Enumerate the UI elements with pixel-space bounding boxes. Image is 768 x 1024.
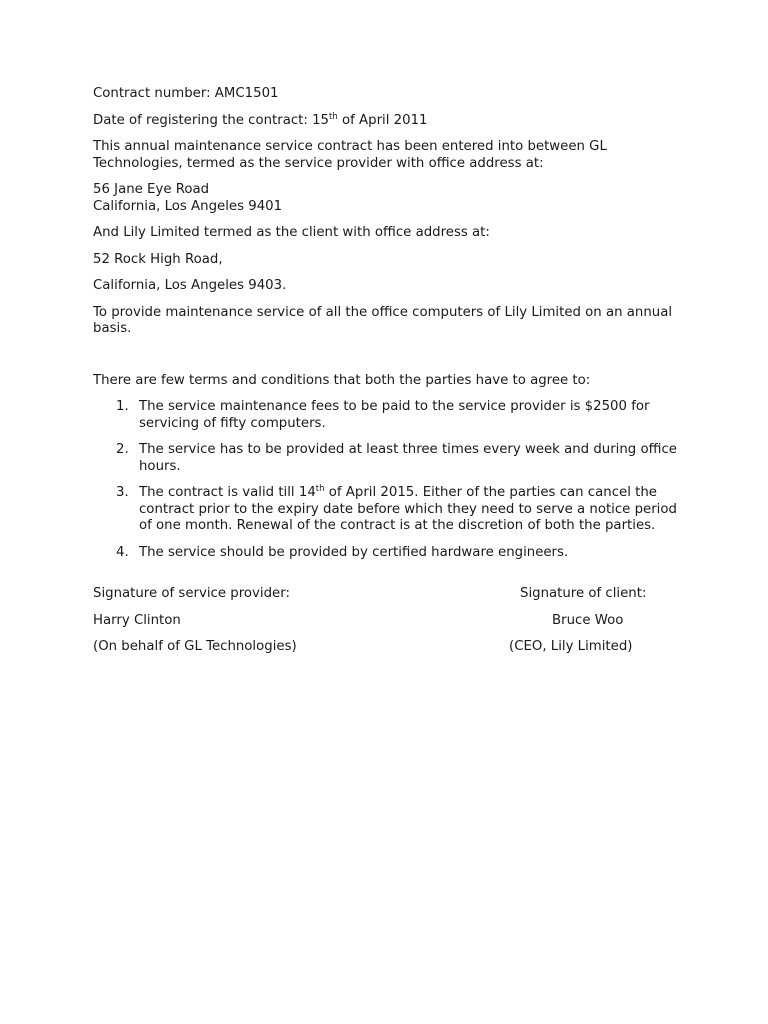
- term-item-1: [93, 399, 685, 432]
- signature-roles-row: [93, 639, 693, 656]
- provider-signature-label: Signature of service provider:: [93, 586, 290, 601]
- client-address-line-2: California, Los Angeles 9403.: [93, 278, 287, 293]
- contract-date-ordinal: th: [329, 111, 338, 122]
- term-item-3: [93, 485, 685, 535]
- term-number: 1.: [116, 399, 129, 414]
- client-address-line-1: 52 Rock High Road,: [93, 251, 223, 267]
- client-intro: And Lily Limited termed as the client with office address at:: [93, 225, 490, 240]
- signature-labels-row: [93, 586, 693, 603]
- term-item-2: [93, 442, 685, 475]
- contract-date-prefix: Date of registering the contract: 15: [93, 112, 330, 128]
- term-text: [139, 485, 677, 533]
- contract-document: [93, 86, 693, 656]
- term-ordinal: th: [315, 484, 325, 494]
- term-item-4: [93, 545, 685, 562]
- contract-date-suffix: of April 2011: [337, 112, 428, 128]
- terms-list: [93, 399, 693, 561]
- provider-address-line-1: 56 Jane Eye Road: [93, 182, 210, 197]
- term-text: The service should be provided by certified hardware engineers.: [139, 544, 569, 560]
- term-number: 3.: [116, 485, 129, 500]
- client-signature-label: Signature of client:: [520, 586, 647, 601]
- term-number: 2.: [116, 442, 129, 457]
- terms-intro: There are few terms and conditions that both the parties have to agree to:: [93, 372, 591, 388]
- provider-signatory-role: (On behalf of GL Technologies): [93, 639, 297, 654]
- term-text: The service maintenance fees to be paid to the service provider is $2500 for servicing of fifty computers.: [139, 399, 650, 431]
- provider-signatory-name: Harry Clinton: [93, 612, 181, 628]
- term-number: 4.: [116, 544, 129, 560]
- term-text-prefix: The contract is valid till 14: [139, 485, 316, 500]
- client-signatory-role: (CEO, Lily Limited): [509, 639, 633, 654]
- provider-address-line-2: California, Los Angeles 9401: [93, 198, 283, 214]
- contract-date: [93, 113, 693, 130]
- contract-purpose: To provide maintenance service of all the office computers of Lily Limited on an annual basis.: [93, 304, 673, 336]
- term-text-suffix: of April 2015. Either of the parties can cancel the contract prior to the expiry date before which they need to serve a notice period of one month. Renewal of the contract is at the discretion of both the parties.: [139, 485, 677, 533]
- contract-number: Contract number: AMC1501: [93, 86, 279, 101]
- contract-intro: This annual maintenance service contract has been entered into between GL Technologies, termed as the service provider with office address at:: [93, 139, 607, 171]
- signature-names-row: [93, 613, 693, 630]
- client-signatory-name: Bruce Woo: [552, 612, 624, 628]
- term-text: The service has to be provided at least three times every week and during office hours.: [139, 442, 677, 474]
